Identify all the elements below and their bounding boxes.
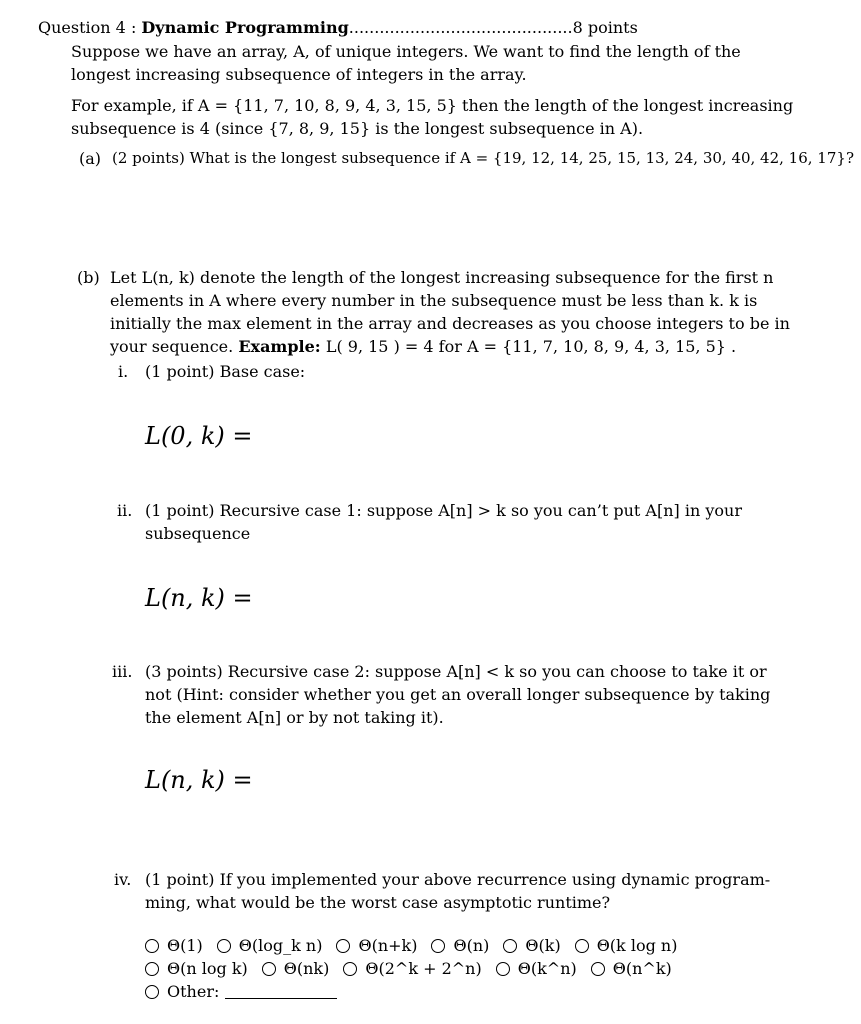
part-b-line-2: elements in A where every number in the subsequence must be less than k. k is (110, 291, 758, 310)
part-b-label: (b) (77, 268, 100, 287)
part-a-text: (2 points) What is the longest subsequence if A = {19, 12, 14, 25, 15, 13, 24, 30, 40, 42, 16, 17}? (112, 149, 854, 167)
option-theta-k-pow-n[interactable]: Θ(k^n) (496, 959, 577, 978)
example-line-1: For example, if A = {11, 7, 10, 8, 9, 4, 3, 15, 5} then the length of the longest increasing (71, 96, 794, 115)
sub-ii-line-2: subsequence (145, 524, 251, 543)
option-other[interactable] (145, 982, 337, 1001)
option-theta-nk[interactable]: Θ(nk) (262, 959, 330, 978)
sub-i-label: i. (118, 362, 129, 381)
part-a-label: (a) (79, 149, 102, 168)
option-theta-1[interactable]: Θ(1) (145, 936, 203, 955)
option-theta-k-log-n[interactable]: Θ(k log n) (575, 936, 678, 955)
example-line-2: subsequence is 4 (since {7, 8, 9, 15} is the longest subsequence in A). (71, 119, 644, 138)
part-b-line-1: Let L(n, k) denote the length of the longest increasing subsequence for the first n (110, 268, 774, 287)
radio-circle-icon[interactable] (145, 985, 159, 999)
radio-circle-icon[interactable] (145, 939, 159, 953)
sub-ii-line-1: (1 point) Recursive case 1: suppose A[n] > k so you can’t put A[n] in your (145, 501, 742, 520)
part-b-line-3: initially the max element in the array and decreases as you choose integers to be in (110, 314, 790, 333)
sub-ii-formula: L(n, k) = (145, 584, 253, 612)
radio-circle-icon[interactable] (503, 939, 517, 953)
radio-circle-icon[interactable] (591, 962, 605, 976)
option-theta-n[interactable]: Θ(n) (431, 936, 489, 955)
options-row-2 (145, 959, 686, 978)
option-theta-k[interactable]: Θ(k) (503, 936, 560, 955)
option-theta-n-log-k[interactable]: Θ(n log k) (145, 959, 248, 978)
sub-ii-label: ii. (117, 501, 133, 520)
other-answer-blank[interactable] (225, 984, 337, 999)
radio-circle-icon[interactable] (431, 939, 445, 953)
part-b-line-4 (110, 335, 736, 358)
radio-circle-icon[interactable] (496, 962, 510, 976)
sub-iv-label: iv. (114, 870, 132, 889)
option-theta-2k-plus-2n[interactable]: Θ(2^k + 2^n) (343, 959, 481, 978)
question-title: Dynamic Programming (141, 18, 349, 37)
radio-circle-icon[interactable] (145, 962, 159, 976)
radio-circle-icon[interactable] (343, 962, 357, 976)
intro-line-1: Suppose we have an array, A, of unique integers. We want to find the length of the (71, 42, 741, 61)
option-theta-n-plus-k[interactable]: Θ(n+k) (336, 936, 417, 955)
other-label: Other: (167, 982, 220, 1001)
options-row-1 (145, 936, 691, 955)
part-b-line-4-post: L( 9, 15 ) = 4 for A = {11, 7, 10, 8, 9, 4, 3, 15, 5} . (325, 337, 737, 356)
sub-iii-line-3: the element A[n] or by not taking it). (145, 708, 444, 727)
radio-circle-icon[interactable] (336, 939, 350, 953)
radio-circle-icon[interactable] (217, 939, 231, 953)
part-b-example-label: Example: (238, 337, 321, 356)
radio-circle-icon[interactable] (575, 939, 589, 953)
sub-iv-line-2: ming, what would be the worst case asymptotic runtime? (145, 893, 611, 912)
sub-i-formula: L(0, k) = (145, 422, 253, 450)
intro-line-2: longest increasing subsequence of integers in the array. (71, 65, 527, 84)
sub-iii-line-2: not (Hint: consider whether you get an overall longer subsequence by taking (145, 685, 771, 704)
sub-iii-formula: L(n, k) = (145, 766, 253, 794)
dot-leader: ............................................ (348, 18, 573, 37)
sub-i-text: (1 point) Base case: (145, 362, 306, 381)
sub-iv-line-1: (1 point) If you implemented your above recurrence using dynamic program- (145, 870, 771, 889)
sub-iii-label: iii. (112, 662, 133, 681)
option-theta-n-pow-k[interactable]: Θ(n^k) (591, 959, 672, 978)
question-label: Question 4 : (38, 18, 137, 37)
option-theta-log-k-n[interactable]: Θ(log_k n) (217, 936, 323, 955)
question-points: 8 points (572, 18, 638, 37)
radio-circle-icon[interactable] (262, 962, 276, 976)
options-row-3 (145, 982, 351, 1001)
question-header (38, 18, 638, 37)
sub-iii-line-1: (3 points) Recursive case 2: suppose A[n] < k so you can choose to take it or (145, 662, 767, 681)
part-b-line-4-pre: your sequence. (110, 337, 234, 356)
